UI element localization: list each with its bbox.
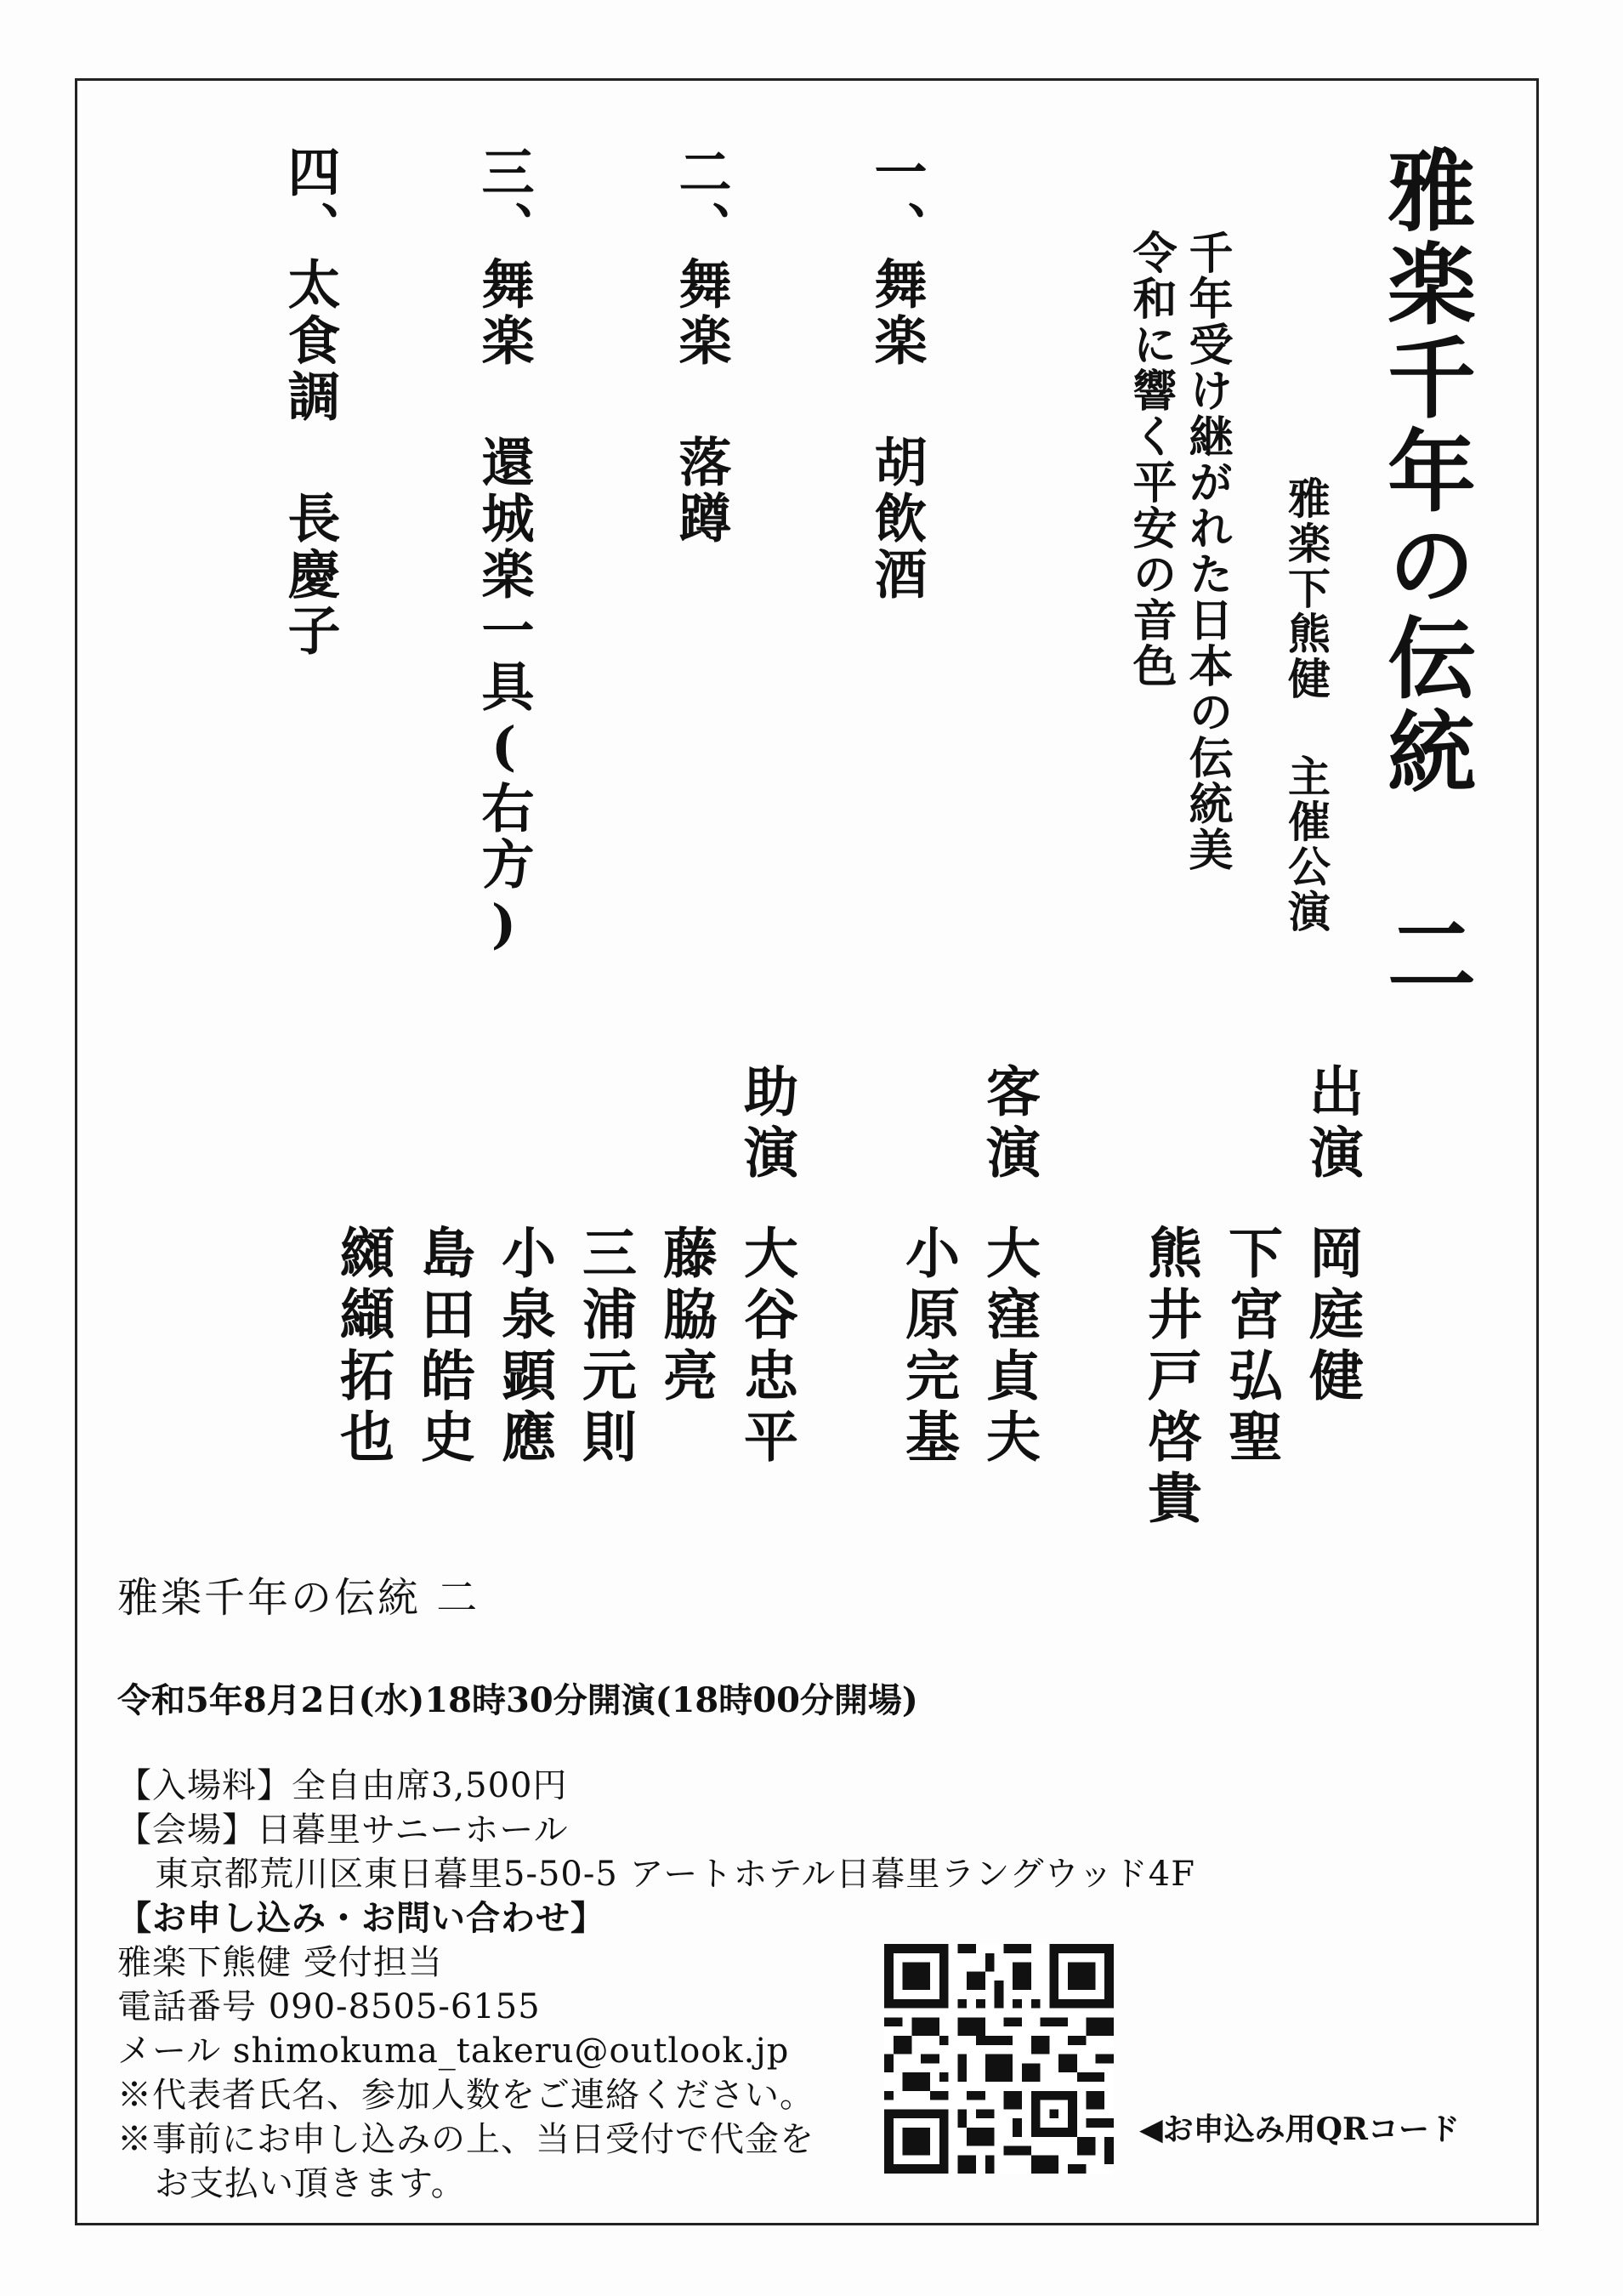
note-1: ※代表者氏名、参加人数をご連絡ください。 [117, 2076, 814, 2115]
supporting-label: 助演 [735, 1063, 798, 1185]
supporting-name: 纐纈拓也 [331, 1225, 394, 1469]
supporting-name: 三浦元則 [573, 1225, 637, 1469]
qr-code-icon[interactable] [884, 1944, 1114, 2174]
venue-address: 東京都荒川区東日暮里5-50-5 アートホテル日暮里ラングウッド4F [155, 1855, 1195, 1894]
supporting-name: 大谷忠平 [735, 1225, 798, 1469]
performer-name: 下宮弘聖 [1219, 1225, 1283, 1469]
admission-fee: 【入場料】全自由席3,500円 [117, 1766, 568, 1805]
tagline-line-2: 令和に響く平安の音色 [1125, 230, 1177, 689]
performer-name: 岡庭健 [1300, 1225, 1364, 1408]
supporting-name: 島田皓史 [411, 1225, 475, 1469]
contact-name: 雅楽下熊健 受付担当 [117, 1943, 443, 1982]
guest-name: 大窪貞夫 [977, 1225, 1041, 1469]
event-date: 令和5年8月2日(水)18時30分開演(18時00分開場) [117, 1680, 918, 1720]
program-item-2: 二、舞楽 落蹲 [670, 145, 732, 547]
note-2: ※事前にお申し込みの上、当日受付で代金を [117, 2120, 814, 2159]
qr-caption: ◀お申込み用QRコード [1139, 2111, 1460, 2147]
tagline [1122, 230, 1234, 872]
supporting-name: 藤脇亮 [654, 1225, 718, 1408]
main-title: 雅楽千年の伝統 二 [1372, 145, 1477, 1003]
program-item-4: 四、太食調 長慶子 [279, 145, 341, 659]
contact-phone: 電話番号 090-8505-6155 [117, 1987, 541, 2026]
tagline-line-1: 千年受け継がれた日本の伝統美 [1181, 230, 1233, 872]
contact-email: メール shimokuma_takeru@outlook.jp [117, 2032, 790, 2071]
venue-name: 【会場】日暮里サニーホール [117, 1810, 569, 1850]
program-item-3: 三、舞楽 還城楽一具(右方) [473, 145, 535, 958]
contact-heading: 【お申し込み・お問い合わせ】 [117, 1898, 605, 1938]
guests-label: 客演 [977, 1063, 1041, 1185]
program-item-1: 一、舞楽 胡飲酒 [865, 145, 928, 603]
organizer-line: 雅楽下熊健 主催公演 [1281, 476, 1331, 935]
info-title: 雅楽千年の伝統 二 [117, 1574, 480, 1622]
performers-label: 出演 [1300, 1063, 1364, 1185]
supporting-name: 小泉顕應 [492, 1225, 556, 1469]
guest-name: 小原完基 [896, 1225, 960, 1469]
note-2-continued: お支払い頂きます。 [155, 2164, 466, 2203]
performer-name: 熊井戸啓貴 [1138, 1225, 1202, 1531]
